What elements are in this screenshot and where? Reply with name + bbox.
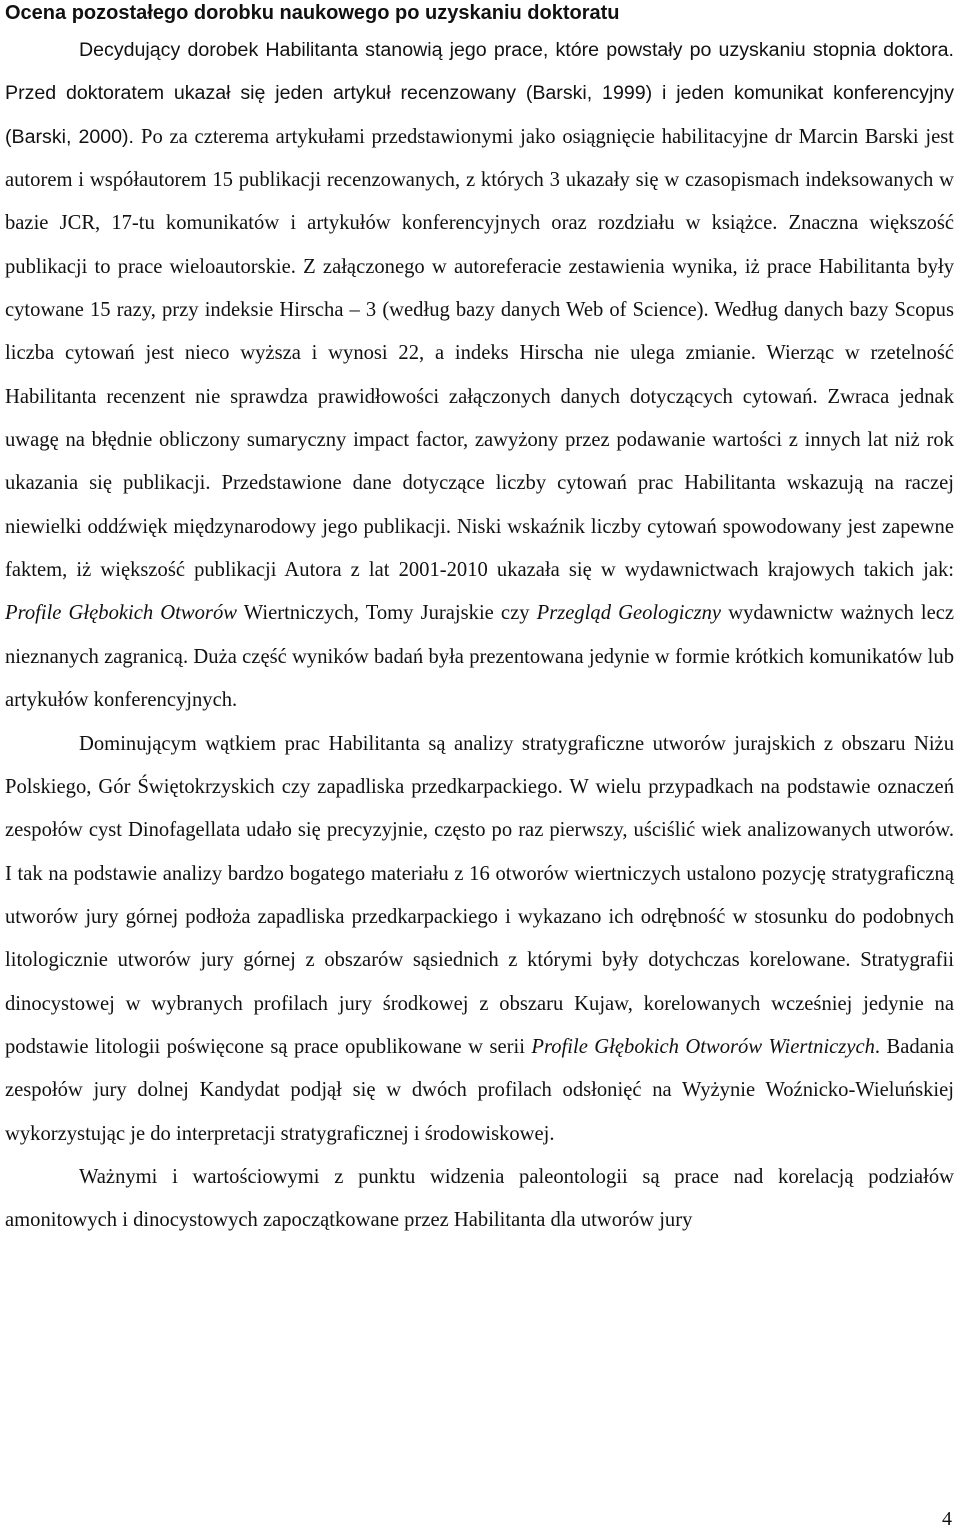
text-segment: Ważnymi i wartościowymi z punktu widzenia paleontologii są prace nad korelacją podziałów amonitowych i dinocystowych zapoczątkowane przez Habilitanta dla utworów jury — [5, 1165, 954, 1232]
text-segment: Wiertniczych, Tomy Jurajskie czy — [236, 602, 537, 625]
page-number: 4 — [942, 1508, 952, 1530]
section-heading: Ocena pozostałego dorobku naukowego po uzyskaniu doktoratu — [5, 2, 620, 24]
paragraph-paleontology — [5, 1156, 954, 1243]
text-segment: . Badania zespołów jury dolnej Kandydat podjął się w dwóch profilach odsłonięć na Wyżynie Woźnicko-Wieluńskiej wykorzystując je do interpretacji stratygraficznej i środowiskowej. — [5, 1035, 954, 1145]
paragraph-publication-record — [5, 29, 954, 723]
journal-title: Profile Głębokich Otworów — [5, 602, 237, 625]
journal-title: Przegląd Geologiczny — [536, 602, 722, 625]
journal-title: Profile Głębokich Otworów Wiertniczych — [531, 1035, 875, 1058]
text-segment: Po za czterema artykułami przedstawionymi jako osiągnięcie habilitacyjne dr Marcin Barski jest autorem i współautorem 15 publikacji recenzowanych, z których 3 ukazały się w czasopismach indeksowanych w bazie JCR, 17-tu komunikatów i artykułów konferencyjnych oraz rozdziału w książce. Znaczna większość publikacji to prace wieloautorskie. Z załączonego w autoreferacie zestawienia wynika, iż prace Habilitanta były cytowane 15 razy, przy indeksie Hirscha – 3 (według bazy danych Web of Science). Według danych bazy Scopus liczba cytowań jest nieco wyższa i wynosi 22, a indeks Hirscha nie ulega zmianie. Wierząc w rzetelność Habilitanta recenzent nie sprawdza prawidłowości załączonych danych dotyczących cytowań. Zwraca jednak uwagę na błędnie obliczony sumaryczny impact factor, zawyżony przez podawanie wartości z innych lat niż rok ukazania się publikacji. Przedstawione dane dotyczące liczby cytowań prac Habilitanta wskazują na raczej niewielki oddźwięk międzynarodowy jego publikacji. Niski wskaźnik liczby cytowań spowodowany jest zapewne faktem, iż większość publikacji Autora z lat 2001-2010 ukazała się w wydawnictwach krajowych takich jak: — [5, 125, 954, 582]
paragraph-stratigraphy — [5, 723, 954, 1156]
text-segment: wydawnictw ważnych lecz nieznanych zagranicą. Duża część wyników badań była prezentowana jedynie w formie krótkich komunikatów lub artykułów konferencyjnych. — [5, 602, 955, 712]
text-segment: Dominującym wątkiem prac Habilitanta są analizy stratygraficzne utworów jurajskich z obszaru Niżu Polskiego, Gór Świętokrzyskich czy zapadliska przedkarpackiego. W wielu przypadkach na podstawie oznaczeń zespołów cyst Dinofagellata udało się precyzyjnie, często po raz pierwszy, uściślić wiek analizowanych utworów. I tak na podstawie analizy bardzo bogatego materiału z 16 otworów wiertniczych ustalono pozycję stratygraficzną utworów jury górnej podłoża zapadliska przedkarpackiego i wykazano ich odrębność w stosunku do podobnych litologicznie utworów jury górnej z obszarów sąsiednich z którymi były dotychczas korelowane. Stratygrafii dinocystowej w wybranych profilach jury środkowej z obszaru Kujaw, korelowanych wcześniej jedynie na podstawie litologii poświęcone są prace opublikowane w serii — [5, 732, 954, 1058]
text-segment: Decydujący dorobek Habilitanta stanowią jego prace, które powstały po uzyskaniu stopnia doktora. Przed doktoratem ukazał się jeden artykuł recenzowany (Barski, 1999) i jeden komunikat konferencyjny (Barski, 2000). — [5, 39, 954, 148]
